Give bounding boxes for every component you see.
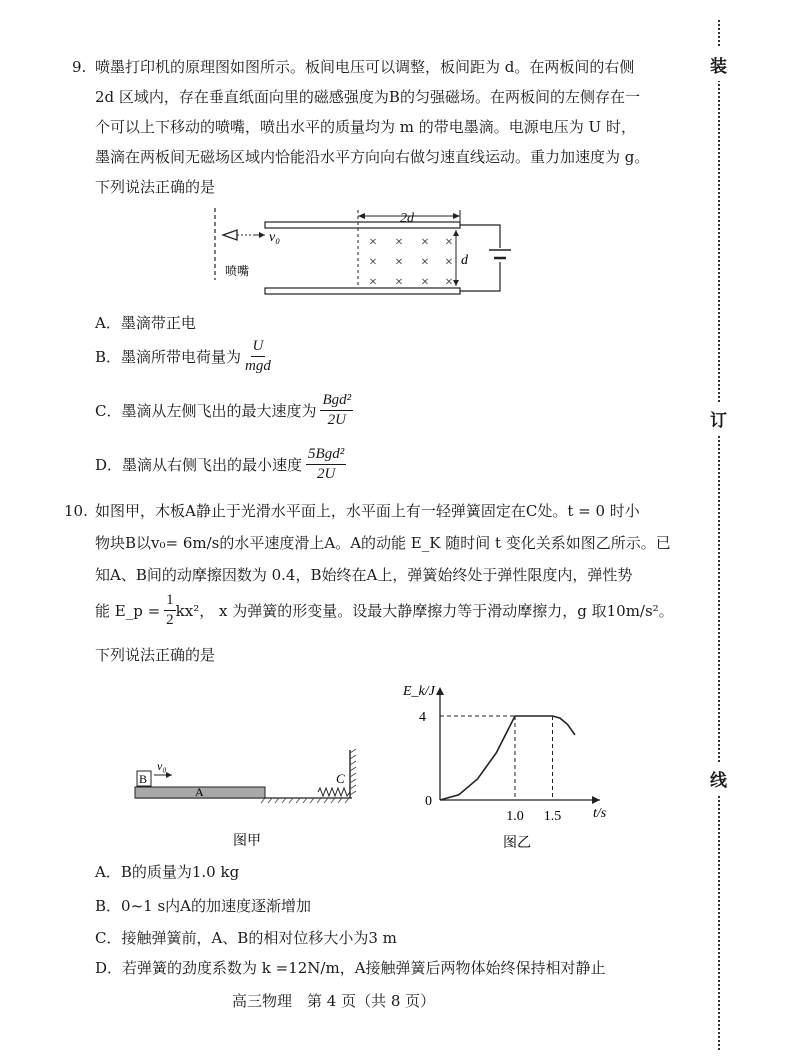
svg-text:×: × (395, 255, 403, 270)
q9-option-b-numerator: U (251, 338, 266, 357)
q9-option-c-denominator: 2U (327, 412, 346, 428)
q9-option-b-denominator: mgd (245, 358, 271, 374)
q9-option-d-fraction (306, 446, 346, 483)
q9-option-c-fraction (320, 392, 353, 429)
q10-line4-fraction (164, 592, 176, 629)
q10-line4-post: kx²， x 为弹簧的形变量。设最大静摩擦力等于滑动摩擦力，g 取10m/s²。 (175, 602, 674, 620)
q9-option-c (95, 392, 353, 429)
q9-line3: 个可以上下移动的喷嘴，喷出水平的质量均为 m 的带电墨滴。电源电压为 U 时， (95, 118, 636, 136)
chart-xlabel: t/s (593, 806, 607, 821)
board-a-label: A (195, 785, 204, 799)
q9-line1: 喷墨打印机的原理图如图所示。板间电压可以调整，板间距为 d。在两板间的右侧 (95, 58, 635, 76)
q9-option-c-numerator: Bgd² (320, 392, 353, 411)
fig-jia-v0-label: v₀ (157, 759, 167, 773)
svg-text:×: × (369, 275, 377, 290)
q9-label-nozzle: 喷嘴 (225, 264, 250, 278)
q9-line5: 下列说法正确的是 (95, 178, 216, 196)
q9-option-c-text: C．墨滴从左侧飞出的最大速度为 (95, 402, 317, 420)
q9-option-d (95, 446, 346, 483)
ground-hatching (261, 798, 349, 803)
nozzle-icon (223, 230, 237, 240)
q9-option-a: A．墨滴带正电 (95, 314, 196, 332)
chart-origin-label: 0 (425, 794, 432, 809)
svg-text:×: × (421, 235, 429, 250)
binding-char-ding: 订 (710, 402, 727, 435)
q10-line3: 知A、B间的动摩擦因数为 0.4，B始终在A上，弹簧始终处于弹性限度内，弹性势 (95, 566, 633, 584)
q10-line1: 如图甲，木板A静止于光滑水平面上，水平面上有一轻弹簧固定在C处。t = 0 时小 (95, 502, 640, 520)
svg-text:×: × (395, 275, 403, 290)
q10-line4-numerator: 1 (164, 592, 176, 611)
y-tick-label-4: 4 (419, 710, 426, 725)
q9-label-d: d (461, 253, 468, 268)
q9-line2: 2d 区域内，存在垂直纸面向里的磁感强度为B的匀强磁场。在两板间的左侧存在一 (95, 88, 640, 106)
q10-option-c: C．接触弹簧前，A、B的相对位移大小为3 m (95, 929, 397, 947)
q10-line4-denominator: 2 (166, 612, 174, 628)
ek-series-line (440, 716, 575, 800)
magnetic-field-crosses (369, 235, 453, 290)
q10-line4-pre: 能 E_p = (95, 602, 161, 620)
page-footer: 高三物理 第 4 页（共 8 页） (232, 992, 436, 1010)
q9-option-d-text: D．墨滴从右侧飞出的最小速度 (95, 456, 303, 474)
binding-char-zhuang: 装 (710, 48, 727, 81)
q10-option-d: D．若弹簧的劲度系数为 k =12N/m，A接触弹簧后两物体始终保持相对静止 (95, 959, 606, 977)
svg-text:×: × (445, 255, 453, 270)
lower-plate (265, 288, 460, 294)
svg-text:×: × (369, 255, 377, 270)
x-tick-label-15: 1.5 (543, 809, 562, 824)
q9-option-d-denominator: 2U (316, 466, 336, 482)
q9-option-b-text: B．墨滴所带电荷量为 (95, 348, 242, 366)
q9-number: 9. (72, 58, 87, 76)
x-axis-arrow (592, 796, 600, 804)
q10-line4 (95, 592, 674, 629)
q10-line2: 物块B以v₀= 6m/s的水平速度滑上A。A的动能 E_K 随时间 t 变化关系如图乙所示。已 (95, 534, 671, 552)
q10-number: 10. (64, 502, 88, 520)
q9-option-d-numerator: 5Bgd² (306, 446, 346, 465)
wall-c-label: C (336, 771, 345, 786)
svg-text:×: × (421, 255, 429, 270)
q9-line4: 墨滴在两板间无磁场区域内恰能沿水平方向向右做匀速直线运动。重力加速度为 g。 (95, 148, 650, 166)
q9-label-v0: v₀ (269, 230, 281, 245)
q10-option-a: A．B的质量为1.0 kg (95, 863, 240, 881)
binding-dotted-line (718, 20, 720, 1050)
block-b-label: B (139, 772, 148, 786)
spring (318, 788, 350, 796)
binding-char-xian: 线 (710, 762, 727, 795)
chart-ylabel: E_k/J (403, 684, 435, 699)
q9-option-b (95, 338, 271, 375)
wall-hatching (350, 749, 356, 795)
q10-line5: 下列说法正确的是 (95, 646, 216, 664)
svg-text:×: × (369, 235, 377, 250)
q10-figure-yi-chart (395, 675, 630, 855)
fig-yi-caption: 图乙 (503, 836, 531, 851)
svg-text:×: × (445, 235, 453, 250)
x-tick-label-1: 1.0 (506, 809, 524, 824)
q10-figure-jia (130, 745, 370, 855)
q9-option-b-fraction (245, 338, 271, 375)
q9-figure-printer (205, 200, 530, 310)
svg-text:×: × (421, 275, 429, 290)
fig-jia-caption: 图甲 (233, 834, 261, 849)
svg-text:×: × (445, 275, 453, 290)
q10-option-b: B．0~1 s内A的加速度逐渐增加 (95, 897, 311, 915)
upper-plate (265, 222, 460, 228)
svg-text:×: × (395, 235, 403, 250)
q9-label-2d: 2d (400, 211, 414, 226)
y-axis-arrow (436, 687, 444, 695)
